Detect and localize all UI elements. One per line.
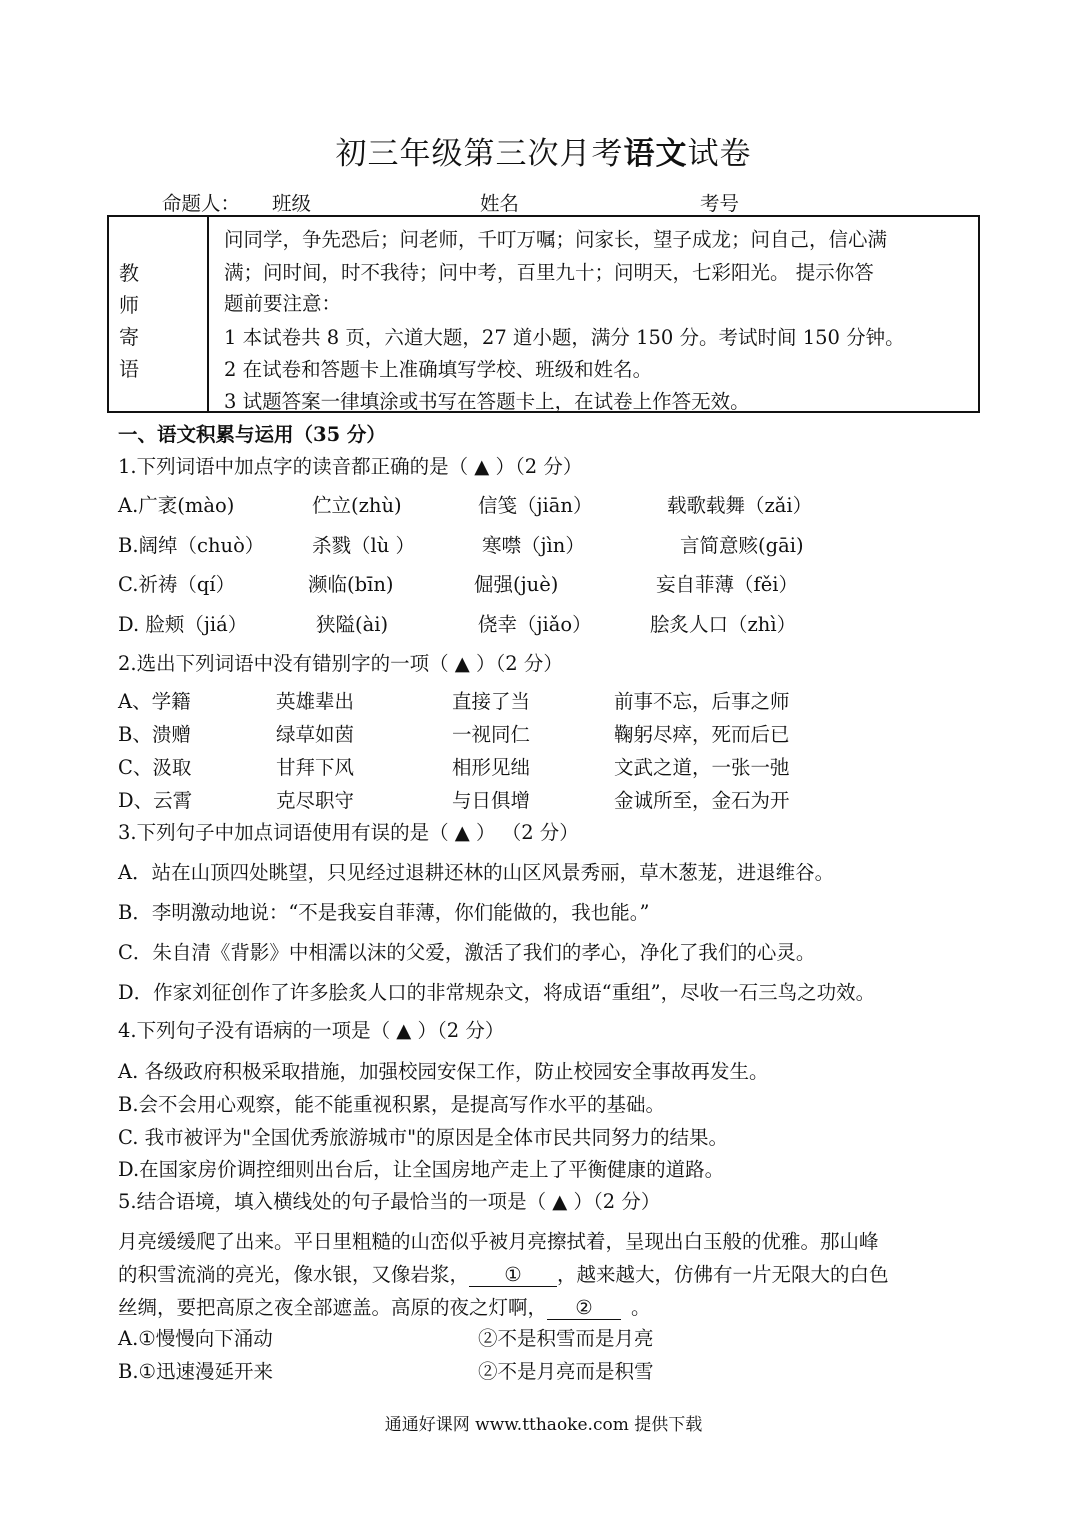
question-1-row-b: B.阔绰（chuò）: [118, 534, 265, 557]
option-word: 一视同仁: [452, 723, 531, 746]
notice-message: [208, 216, 979, 412]
question-3-option-d: D．作家刘征创作了许多脍炙人口的非常规杂文，将成语“重组”，尽收一石三鸟之功效。: [118, 981, 876, 1004]
notice-side-label: 教 师 寄 语: [108, 216, 208, 412]
option-word: 信笺（jiān）: [478, 494, 593, 517]
option-word: 言简意赅(gāi): [680, 534, 804, 557]
question-4-option-a: A. 各级政府积极采取措施，加强校园安保工作，防止校园安全事故再发生。: [118, 1060, 769, 1083]
option-word: 杀戮（lù ）: [312, 534, 415, 557]
question-3-option-a: A．站在山顶四处眺望，只见经过退耕还林的山区风景秀丽，草木葱茏，进退维谷。: [118, 861, 835, 884]
option-word: 直接了当: [452, 690, 531, 713]
question-5-option-a: A.①慢慢向下涌动: [118, 1327, 273, 1350]
question-1-row-a: A.广袤(mào): [118, 494, 235, 517]
question-2-stem: 2.选出下列词语中没有错别字的一项（ ▲ ）（2 分）: [118, 652, 563, 675]
question-2-row-d: D、云霄: [118, 789, 193, 812]
question-2-row-c: C、汲取: [118, 756, 192, 779]
notice-rule: 1 本试卷共 8 页，六道大题，27 道小题，满分 150 分。考试时间 150 分钟。: [224, 326, 905, 349]
question-5-passage-line: 丝绸，要把高原之夜全部遮盖。高原的夜之灯啊， ② 。: [118, 1296, 651, 1319]
page-title: 初三年级第三次月考语文试卷: [335, 136, 752, 172]
answer-blank-2: ②: [547, 1296, 621, 1320]
notice-rule: 3 试题答案一律填涂或书写在答题卡上，在试卷上作答无效。: [224, 390, 750, 413]
option-word: 侥幸（jiǎo）: [478, 613, 592, 636]
option-word: 妄自菲薄（fěi）: [656, 573, 798, 596]
question-2-row-a: A、学籍: [118, 690, 191, 713]
page-footer: 通通好课网 www.tthaoke.com 提供下载: [384, 1415, 703, 1435]
question-5-option-b: B.①迅速漫延开来: [118, 1360, 274, 1383]
option-word: 前事不忘，后事之师: [614, 690, 790, 713]
option-word: 寒噤（jìn）: [482, 534, 585, 557]
option-word: 鞠躬尽瘁，死而后已: [614, 723, 790, 746]
class-field: 班级: [272, 188, 441, 216]
notice-rule: 2 在试卷和答题卡上准确填写学校、班级和姓名。: [224, 358, 653, 381]
question-4-option-d: D.在国家房价调控细则出台后，让全国房地产走上了平衡健康的道路。: [118, 1158, 725, 1181]
option-word: 克尽职守: [276, 789, 355, 812]
question-4-option-c: C. 我市被评为"全国优秀旅游城市"的原因是全体市民共同努力的结果。: [118, 1126, 729, 1149]
option-word: 绿草如茵: [276, 723, 355, 746]
question-5-passage-line: 月亮缓缓爬了出来。平日里粗糙的山峦似乎被月亮擦拭着，呈现出白玉般的优雅。那山峰: [118, 1230, 879, 1253]
notice-line: 满；问时间，时不我待；问中考，百里九十；问明天，七彩阳光。 提示你答: [224, 261, 874, 284]
option-word: 载歌载舞（zǎi）: [667, 494, 813, 517]
option-word: 倔强(juè): [474, 573, 559, 596]
option-word: 文武之道，一张一弛: [614, 756, 790, 779]
option-word: 金诚所至，金石为开: [614, 789, 790, 812]
question-1-row-c: C.祈祷（qí）: [118, 573, 236, 596]
question-5-option-a-part2: ②不是积雪而是月亮: [478, 1327, 654, 1350]
notice-line: 问同学，争先恐后；问老师，千叮万嘱；问家长，望子成龙；问自己，信心满: [224, 228, 888, 251]
exam-number-field: 考号: [700, 188, 859, 216]
option-word: 脍炙人口（zhì）: [650, 613, 797, 636]
question-4-stem: 4.下列句子没有语病的一项是（ ▲ ）（2 分）: [118, 1019, 505, 1042]
question-5-option-b-part2: ②不是月亮而是积雪: [478, 1360, 654, 1383]
author-label: 命题人：: [162, 192, 241, 215]
question-5-stem: 5.结合语境，填入横线处的句子最恰当的一项是（ ▲ ）（2 分）: [118, 1190, 661, 1213]
option-word: 相形见绌: [452, 756, 531, 779]
option-word: 狭隘(ài): [316, 613, 389, 636]
option-word: 甘拜下风: [276, 756, 355, 779]
question-3-stem: 3.下列句子中加点词语使用有误的是（ ▲ ） （2 分）: [118, 821, 579, 844]
question-3-option-c: C．朱自清《背影》中相濡以沫的父爱，激活了我们的孝心，净化了我们的心灵。: [118, 941, 816, 964]
answer-blank-1: ①: [469, 1263, 557, 1287]
question-4-option-b: B.会不会用心观察，能不能重视积累，是提高写作水平的基础。: [118, 1093, 666, 1116]
question-1-stem: 1.下列词语中加点字的读音都正确的是（ ▲ ）（2 分）: [118, 455, 583, 478]
question-1-row-d: D. 脸颊（jiá）: [118, 613, 248, 636]
option-word: 与日俱增: [452, 789, 531, 812]
section-heading: 一、语文积累与运用（35 分）: [118, 423, 386, 446]
question-5-passage-line: 的积雪流淌的亮光，像水银，又像岩浆， ① ，越来越大，仿佛有一片无限大的白色: [118, 1263, 889, 1286]
teacher-notice-box: [107, 215, 980, 413]
option-word: 濒临(bīn): [308, 573, 394, 596]
question-3-option-b: B．李明激动地说：“不是我妄自菲薄，你们能做的，我也能。”: [118, 901, 650, 924]
notice-line: 题前要注意：: [224, 292, 342, 315]
option-word: 英雄辈出: [276, 690, 355, 713]
option-word: 伫立(zhù): [312, 494, 402, 517]
name-field: 姓名: [480, 188, 661, 216]
question-2-row-b: B、溃赠: [118, 723, 191, 746]
